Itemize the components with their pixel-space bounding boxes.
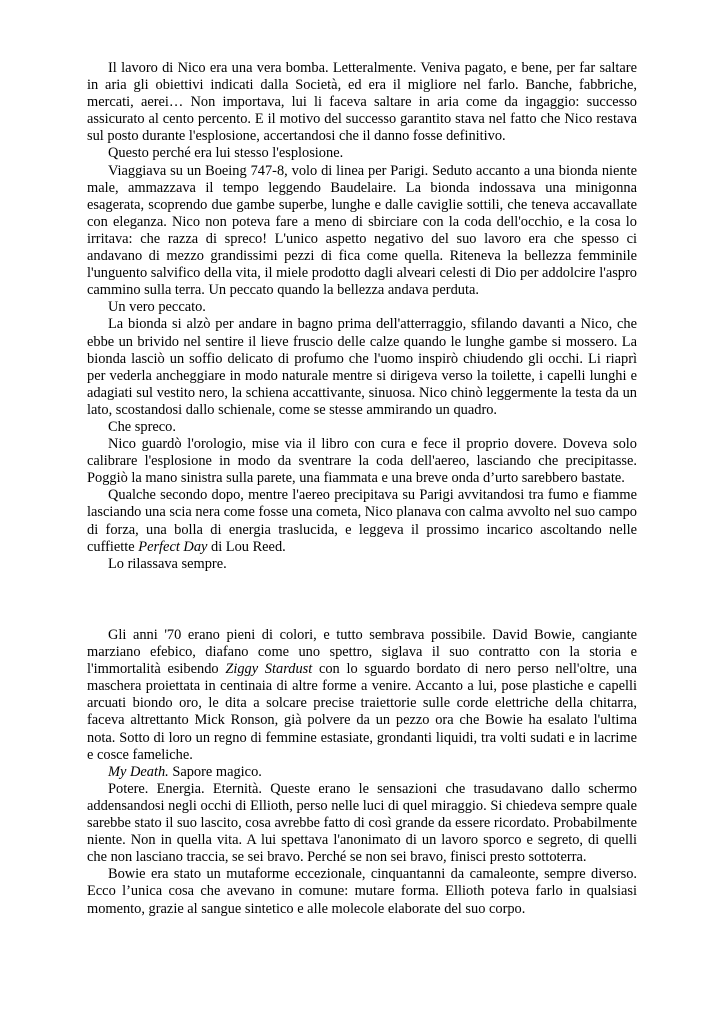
paragraph: Che spreco. bbox=[108, 418, 176, 435]
paragraph: Bowie era stato un mutaforme eccezionale, cinquantanni da camaleonte, sempre diverso. Ecco l’unica cosa che avevano in comune: mutare forma. Ellioth poteva farlo in qualsiasi momento, grazie al sangue sintetico e alle molecole elaborate del suo corpo. bbox=[87, 866, 637, 917]
paragraph: Nico guardò l'orologio, mise via il libro con cura e fece il proprio dovere. Doveva solo calibrare l'esplosione in modo da sventrare la coda dell'aereo, lasciando che precipitasse. Poggiò la mano sinistra sulla parete, una fiammata e una breve onda d’urto sarebbero bastate. bbox=[87, 436, 637, 487]
song-title: Perfect Day bbox=[138, 538, 208, 555]
paragraph: Potere. Energia. Eternità. Queste erano le sensazioni che trasudavano dallo schermo addensandosi negli occhi di Ellioth, perso nelle luci di quel miraggio. Si chiedeva sempre quale sarebbe stato il suo lascito, cosa avrebbe fatto di così grande da essere ricordato. Probabilmente niente. Non in quella vita. A lui spettava l'anonimato di un lavoro sporco e segreto, di quelli che non lasciano traccia, se sei bravo. Perché se non sei bravo, finisci presto sottoterra. bbox=[87, 780, 637, 866]
paragraph: Qualche secondo dopo, mentre l'aereo precipitava su Parigi avvitandosi tra fumo e fiamme lasciando una scia nera come fosse una cometa, Nico planava con calma avvolto nel suo campo di forza, una bolla di energia traslucida, e leggeva il prossimo incarico ascoltando nelle cuffiette Perfect Day di Lou Reed. bbox=[87, 487, 637, 555]
paragraph: La bionda si alzò per andare in bagno prima dell'atterraggio, sfilando davanti a Nico, che ebbe un brivido nel sentire il lieve fruscio delle calze quando le lunghe gambe si mossero. La bionda lasciò un soffio delicato di profumo che l'uomo inspirò chiudendo gli occhi. Li riaprì per vederla ancheggiare in modo naturale mentre si dirigeva verso la toilette, i capelli lunghi e adagiati sul vestito nero, la schiena accattivante, sinuosa. Nico chinò leggermente la testa da un lato, scostandosi dallo schienale, come se stesse ammirando un quadro. bbox=[87, 316, 637, 418]
paragraph: Il lavoro di Nico era una vera bomba. Letteralmente. Veniva pagato, e bene, per far saltare in aria gli obiettivi indicati dalla Società, ed era il migliore nel farlo. Banche, fabbriche, mercati, aerei… Non importava, lui li faceva saltare in aria come da ingaggio: successo assicurato al cento percento. E il motivo del successo garantito stava nel fatto che Nico restava sul posto durante l'esplosione, accertandosi che il danno fosse definitivo. bbox=[87, 60, 637, 145]
song-title: My Death. bbox=[108, 763, 169, 780]
story-section-ellioth bbox=[87, 627, 637, 918]
paragraph: Gli anni '70 erano pieni di colori, e tutto sembrava possibile. David Bowie, cangiante marziano efebico, diafano come uno spettro, siglava il suo contratto con la storia e l'immortalità esibendo Ziggy Stardust con lo sguardo bordato di nero perso nell'oltre, una maschera proiettata in centinaia di altre forme a venire. Accanto a lui, pose plastiche e capelli arcuati biondo oro, le dita a solcare precise traiettorie sulle corde elettriche della chitarra, faceva altrettanto Mick Ronson, già polvere da un pezzo ora che Bowie ha esalato l'ultima nota. Sotto di loro un regno di femmine estasiate, grondanti liquidi, tra volti sudati e in lacrime e cosce fameliche. bbox=[87, 627, 637, 763]
paragraph: My Death. Sapore magico. bbox=[108, 763, 262, 780]
paragraph: Viaggiava su un Boeing 747-8, volo di linea per Parigi. Seduto accanto a una bionda niente male, ammazzava il tempo leggendo Baudelaire. La bionda indossava una minigonna esagerata, scoprendo due gambe superbe, lunghe e dalle caviglie sottili, che teneva accavallate con eleganza. Nico non poteva fare a meno di sbirciare con la coda dell'occhio, e la cosa lo irritava: che razza di spreco! L'unico aspetto negativo del suo lavoro era che spesso ci andavano di mezzo grandissimi pezzi di fica come quella. Riteneva la bellezza femminile l'unguento salvifico della vita, il miele prodotto dagli alveari celesti di Dio per addolcire l'aspro cammino sulla terra. Un peccato quando la bellezza andava perduta. bbox=[87, 162, 637, 299]
paragraph: Questo perché era lui stesso l'esplosione. bbox=[108, 145, 344, 162]
paragraph: Lo rilassava sempre. bbox=[108, 555, 227, 572]
paragraph: Un vero peccato. bbox=[108, 299, 206, 316]
album-title: Ziggy Stardust bbox=[225, 661, 313, 678]
story-section-nico bbox=[87, 60, 637, 573]
